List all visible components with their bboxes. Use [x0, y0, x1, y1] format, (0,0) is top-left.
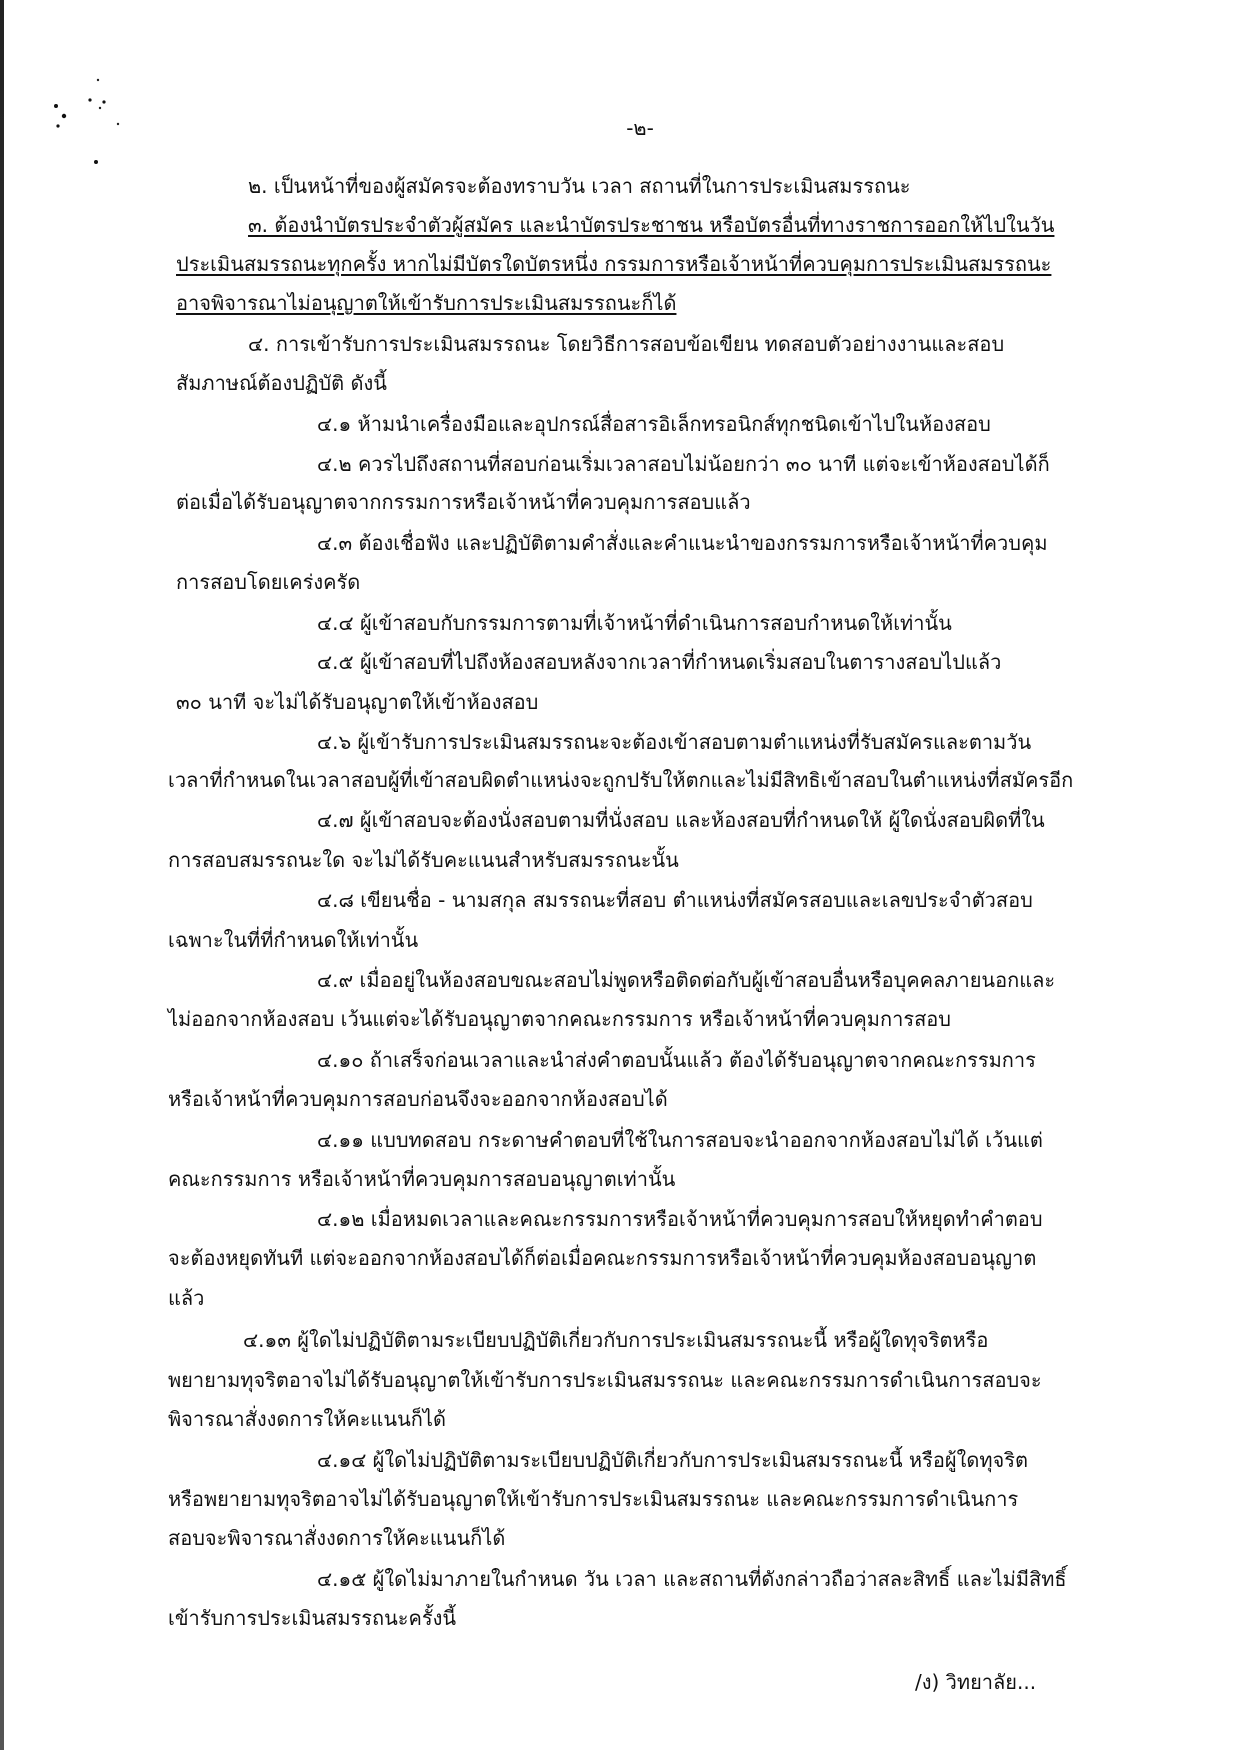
body-line: ๔.๑๒ เมื่อหมดเวลาและคณะกรรมการหรือเจ้าหน้าที่ควบคุมการสอบให้หยุดทำคำตอบ	[317, 1207, 1043, 1231]
body-line: พยายามทุจริตอาจไม่ได้รับอนุญาตให้เข้ารับการประเมินสมรรถนะ และคณะกรรมการดำเนินการสอบจะ	[168, 1368, 1042, 1392]
body-line: แล้ว	[168, 1286, 205, 1310]
body-line: ไม่ออกจากห้องสอบ เว้นแต่จะได้รับอนุญาตจากคณะกรรมการ หรือเจ้าหน้าที่ควบคุมการสอบ	[168, 1007, 951, 1031]
body-line: ๔.๑๔ ผู้ใดไม่ปฏิบัติตามระเบียบปฏิบัติเกี่ยวกับการประเมินสมรรถนะนี้ หรือผู้ใดทุจริต	[317, 1448, 1028, 1472]
body-line: ต่อเมื่อได้รับอนุญาตจากกรรมการหรือเจ้าหน้าที่ควบคุมการสอบแล้ว	[176, 490, 751, 514]
body-line: ๓. ต้องนำบัตรประจำตัวผู้สมัคร และนำบัตรประชาชน หรือบัตรอื่นที่ทางราชการออกให้ไปในวัน	[248, 213, 1055, 237]
body-line: เวลาที่กำหนดในเวลาสอบผู้ที่เข้าสอบผิดตำแหน่งจะถูกปรับให้ตกและไม่มีสิทธิเข้าสอบในตำแหน่งที่สมัครอีก	[168, 768, 1074, 792]
body-line: หรือเจ้าหน้าที่ควบคุมการสอบก่อนจึงจะออกจากห้องสอบได้	[168, 1087, 668, 1111]
body-line: การสอบสมรรถนะใด จะไม่ได้รับคะแนนสำหรับสมรรถนะนั้น	[168, 848, 679, 872]
body-line: ๒. เป็นหน้าที่ของผู้สมัครจะต้องทราบวัน เวลา สถานที่ในการประเมินสมรรถนะ	[248, 174, 911, 198]
body-line: ๔. การเข้ารับการประเมินสมรรถนะ โดยวิธีการสอบข้อเขียน ทดสอบตัวอย่างงานและสอบ	[248, 332, 1005, 356]
body-line: ๔.๑๑ แบบทดสอบ กระดาษคำตอบที่ใช้ในการสอบจะนำออกจากห้องสอบไม่ได้ เว้นแต่	[317, 1128, 1043, 1152]
page-number: -๒-	[626, 116, 654, 140]
scan-specks	[40, 70, 150, 180]
body-line: ๔.๑ ห้ามนำเครื่องมือและอุปกรณ์สื่อสารอิเล็กทรอนิกส์ทุกชนิดเข้าไปในห้องสอบ	[317, 412, 991, 436]
body-line: คณะกรรมการ หรือเจ้าหน้าที่ควบคุมการสอบอนุญาตเท่านั้น	[168, 1167, 676, 1191]
continuation-footer: /ง) วิทยาลัย...	[915, 1670, 1037, 1694]
body-line: ๔.๑๐ ถ้าเสร็จก่อนเวลาและนำส่งคำตอบนั้นแล้ว ต้องได้รับอนุญาตจากคณะกรรมการ	[317, 1048, 1036, 1072]
body-line: จะต้องหยุดทันที แต่จะออกจากห้องสอบได้ก็ต่อเมื่อคณะกรรมการหรือเจ้าหน้าที่ควบคุมห้องสอบอนุญาต	[168, 1246, 1037, 1270]
body-line: เฉพาะในที่ที่กำหนดให้เท่านั้น	[168, 928, 419, 952]
body-line: การสอบโดยเคร่งครัด	[176, 570, 361, 594]
body-line: ๔.๑๕ ผู้ใดไม่มาภายในกำหนด วัน เวลา และสถานที่ดังกล่าวถือว่าสละสิทธิ์ และไม่มีสิทธิ์	[317, 1567, 1067, 1591]
body-line: พิจารณาสั่งงดการให้คะแนนก็ได้	[168, 1407, 446, 1431]
body-line: อาจพิจารณาไม่อนุญาตให้เข้ารับการประเมินสมรรถนะก็ได้	[176, 291, 677, 315]
body-line: ประเมินสมรรถนะทุกครั้ง หากไม่มีบัตรใดบัตรหนึ่ง กรรมการหรือเจ้าหน้าที่ควบคุมการประเมินสมรรถนะ	[176, 252, 1052, 276]
body-line: สอบจะพิจารณาสั่งงดการให้คะแนนก็ได้	[168, 1526, 506, 1550]
body-line: ๔.๓ ต้องเชื่อฟัง และปฏิบัติตามคำสั่งและคำแนะนำของกรรมการหรือเจ้าหน้าที่ควบคุม	[317, 531, 1048, 555]
scan-edge	[0, 0, 4, 1750]
body-line: ๔.๕ ผู้เข้าสอบที่ไปถึงห้องสอบหลังจากเวลาที่กำหนดเริ่มสอบในตารางสอบไปแล้ว	[317, 650, 1002, 674]
body-line: ๔.๘ เขียนชื่อ - นามสกุล สมรรถนะที่สอบ ตำแหน่งที่สมัครสอบและเลขประจำตัวสอบ	[317, 888, 1033, 912]
body-line: ๔.๙ เมื่ออยู่ในห้องสอบขณะสอบไม่พูดหรือติดต่อกับผู้เข้าสอบอื่นหรือบุคคลภายนอกและ	[317, 968, 1056, 992]
body-line: หรือพยายามทุจริตอาจไม่ได้รับอนุญาตให้เข้ารับการประเมินสมรรถนะ และคณะกรรมการดำเนินการ	[168, 1487, 1019, 1511]
body-line: ๔.๔ ผู้เข้าสอบกับกรรมการตามที่เจ้าหน้าที่ดำเนินการสอบกำหนดให้เท่านั้น	[317, 611, 952, 635]
body-line: สัมภาษณ์ต้องปฏิบัติ ดังนี้	[176, 371, 387, 395]
body-line: เข้ารับการประเมินสมรรถนะครั้งนี้	[168, 1606, 457, 1630]
body-line: ๔.๑๓ ผู้ใดไม่ปฏิบัติตามระเบียบปฏิบัติเกี่ยวกับการประเมินสมรรถนะนี้ หรือผู้ใดทุจริตหรือ	[243, 1328, 989, 1352]
body-line: ๔.๒ ควรไปถึงสถานที่สอบก่อนเริ่มเวลาสอบไม่น้อยกว่า ๓๐ นาที แต่จะเข้าห้องสอบได้ก็	[317, 452, 1050, 476]
body-line: ๔.๖ ผู้เข้ารับการประเมินสมรรถนะจะต้องเข้าสอบตามตำแหน่งที่รับสมัครและตามวัน	[317, 730, 1032, 754]
body-line: ๓๐ นาที จะไม่ได้รับอนุญาตให้เข้าห้องสอบ	[176, 690, 539, 714]
body-line: ๔.๗ ผู้เข้าสอบจะต้องนั่งสอบตามที่นั่งสอบ และห้องสอบที่กำหนดให้ ผู้ใดนั่งสอบผิดที่ใน	[317, 808, 1045, 832]
